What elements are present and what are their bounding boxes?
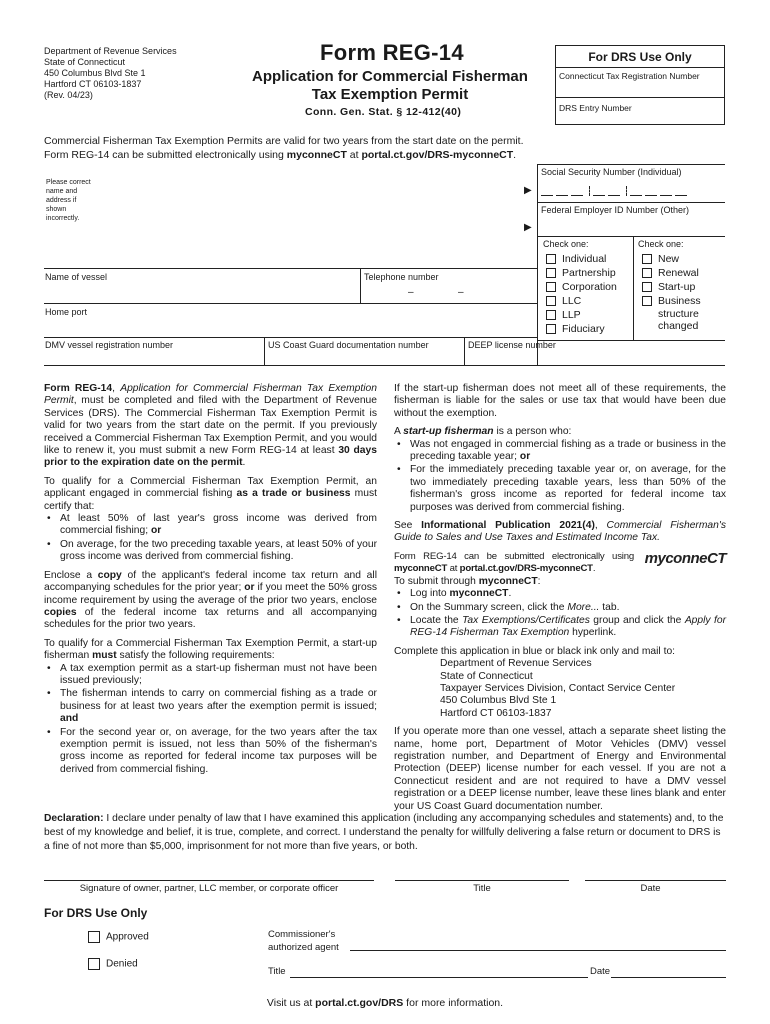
entity-check-label: Check one: <box>543 239 589 249</box>
checkbox-llc[interactable]: LLC <box>546 294 617 308</box>
arrow-icon: ▶ <box>524 185 532 196</box>
instructions-p2: To qualify for a Commercial Fisherman Tax Exemption Permit, an applicant engaged in commercial fishing as a trade or business must certify that: <box>44 475 377 512</box>
status-group: New Renewal Start-up Business structure changed <box>642 252 701 332</box>
vessel-name-label: Name of vessel <box>45 272 108 282</box>
declaration-text: I declare under penalty of law that I have examined this application (including any accompanying schedules and statements) and, to the best of my knowledge and belief, it is true, complete, and correct. I understand the penalty for willfully delivering a false return or document to DRS is a fine of not more than $5,000, imprisonment for not more than five years, or both. <box>44 813 724 852</box>
intro-line2: Form REG-14 can be submitted electronically using myconneCT at portal.ct.gov/DRS-myconneCT. <box>44 149 517 161</box>
signature-field[interactable] <box>44 862 374 880</box>
arrow-icon: ▶ <box>524 222 532 233</box>
declaration-label: Declaration: <box>44 813 104 824</box>
uscg-label: US Coast Guard documentation number <box>268 340 429 350</box>
fein-label: Federal Employer ID Number (Other) <box>541 205 690 215</box>
drs-entry-label: DRS Entry Number <box>559 103 632 113</box>
checkbox-start-up[interactable]: Start-up <box>642 280 701 294</box>
multiple-vessels-note: If you operate more than one vessel, attach a separate sheet listing the name, home port, Department of Motor Vehicles (DMV) vessel registration number, and Department of Energy and Environmental Protection (DEEP) license number for each vessel. If you are not a Connecticut resident and are not required to have a DMV vessel registration or a DEEP license number, leave these lines blank and enter your US Coast Guard documentation number. <box>394 726 726 812</box>
intro-line1: Commercial Fisherman Tax Exemption Permits are valid for two years from the start date on the permit. <box>44 135 524 147</box>
dept-name: Department of Revenue Services <box>44 46 177 56</box>
fein-field[interactable] <box>541 216 725 234</box>
dept-city: Hartford CT 06103-1837 <box>44 79 142 89</box>
list-item: • Log into myconneCT. <box>394 588 726 600</box>
list-item: • For the second year or, on average, for the two years after the tax exemption permit is issued, not less than 50% of the fisherman's gross income as reported for federal income tax purposes will be derived from commercial fishing. <box>44 727 377 777</box>
dept-street: 450 Columbus Blvd Ste 1 <box>44 68 146 78</box>
instructions-p3: Enclose a copy of the applicant's federal income tax return and all accompanying schedules for the prior year; or if you meet the 50% gross income requirement by using the average of the prior two years, enclose copies of the federal income tax returns and all accompanying schedules for the prior two years. <box>44 569 377 631</box>
intro <box>44 134 523 162</box>
footer: Visit us at portal.ct.gov/DRS for more information. <box>266 997 504 1009</box>
uscg-field[interactable] <box>268 351 463 365</box>
agent-title-field[interactable] <box>290 977 588 978</box>
signature-label: Signature of owner, partner, LLC member, or corporate officer <box>79 883 339 894</box>
checkbox-individual[interactable]: Individual <box>546 252 617 266</box>
dept-state: State of Connecticut <box>44 57 126 67</box>
declaration <box>44 812 726 854</box>
title-field[interactable] <box>395 862 569 880</box>
agent-date-label: Date <box>590 966 611 977</box>
home-port-label: Home port <box>45 307 88 317</box>
form-subtitle <box>240 68 540 104</box>
checkbox-partnership[interactable]: Partnership <box>546 266 617 280</box>
checkbox-corporation[interactable]: Corporation <box>546 280 617 294</box>
myconnect-portal-link[interactable]: portal.ct.gov/DRS-myconneCT <box>459 563 593 575</box>
agent-label: Commissioner's authorized agent <box>268 929 339 953</box>
form-subtitle-line1: Application for Commercial Fisherman <box>252 68 528 85</box>
myconnect-block: Form REG-14 can be submitted electronically using myconneCT at portal.ct.gov/DRS-myconneCT. myconneCT To submit through myconneCT: <box>394 549 726 587</box>
form-title: Form REG-14 <box>320 40 464 65</box>
date-field[interactable] <box>585 862 726 880</box>
list-item: • The fisherman intends to carry on commercial fishing as a trade or business for at least two years after the exemption permit is issued; and <box>44 688 377 725</box>
instructions-r2: A start-up fisherman is a person who: <box>394 426 572 438</box>
instructions-r3: See Informational Publication 2021(4), Commercial Fisherman's Guide to Sales and Use Taxes and Estimated Income Tax. <box>394 520 726 544</box>
agent-field[interactable] <box>350 950 726 951</box>
myconnect-logo: myconneCT <box>644 549 726 567</box>
footer-link[interactable]: portal.ct.gov/DRS <box>315 997 404 1009</box>
dmv-field[interactable] <box>44 351 262 365</box>
deep-field[interactable] <box>468 351 723 365</box>
list-item: • At least 50% of last year's gross income was derived from commercial fishing; or <box>44 513 377 538</box>
checkbox-business-structure-changed[interactable]: Business <box>642 294 701 308</box>
checkbox-llp[interactable]: LLP <box>546 308 617 322</box>
entity-type-group <box>546 252 617 336</box>
checkbox-approved[interactable]: Approved <box>88 931 149 943</box>
title-label: Title <box>473 883 491 894</box>
statute: Conn. Gen. Stat. § 12-412(40) <box>305 106 462 118</box>
drs-box-title: For DRS Use Only <box>556 46 724 68</box>
dmv-label: DMV vessel registration number <box>45 340 174 350</box>
checkbox-denied[interactable]: Denied <box>88 958 138 970</box>
status-check-label: Check one: <box>638 239 684 249</box>
mailing-address: Department of Revenue Services State of Connecticut Taxpayer Services Division, Contact Service Center 450 Columbus Blvd Ste 1 Hartford CT 06103-1837 <box>440 658 676 719</box>
drs-use-only-box <box>555 45 725 125</box>
ssn-field[interactable] <box>541 186 725 200</box>
checkbox-renewal[interactable]: Renewal <box>642 266 701 280</box>
list-item: • On average, for the two preceding taxable years, at least 50% of your gross income was derived from commercial fishing. <box>44 539 377 564</box>
instructions-left <box>44 383 377 782</box>
home-port-field[interactable] <box>44 318 534 336</box>
deep-label: DEEP license number <box>468 340 556 350</box>
tax-registration-field[interactable] <box>556 68 724 98</box>
list-item: • For the immediately preceding taxable year or, on average, for the two immediately preceding taxable years, less than 50% of the fisherman's gross income as reported for federal income tax purposes was derived from commercial fishing. <box>394 464 726 514</box>
form-subtitle-line2: Tax Exemption Permit <box>311 86 469 103</box>
instructions-r1: If the start-up fisherman does not meet all of these requirements, the fisherman is liable for the sales or use tax that would have been due without the exemption. <box>394 383 726 419</box>
date-label: Date <box>640 883 661 894</box>
telephone-field[interactable]: – – <box>408 287 464 298</box>
mail-instructions: Complete this application in blue or black ink only and mail to: <box>394 645 676 657</box>
tax-registration-label: Connecticut Tax Registration Number <box>559 71 700 81</box>
intro-portal-link[interactable]: portal.ct.gov/DRS-myconneCT <box>361 149 514 161</box>
drs-entry-field[interactable] <box>556 98 724 118</box>
list-item: • Was not engaged in commercial fishing as a trade or business in the preceding taxable year; or <box>394 439 726 464</box>
form-revision: (Rev. 04/23) <box>44 90 93 100</box>
telephone-label: Telephone number <box>364 272 439 282</box>
agent-title-label: Title <box>268 966 286 977</box>
list-item: • On the Summary screen, click the More... tab. <box>394 602 726 614</box>
vessel-name-field[interactable] <box>44 283 359 301</box>
instructions-right <box>394 383 726 819</box>
instructions-p1: Form REG-14, Application for Commercial Fisherman Tax Exemption Permit, must be completed and filed with the Department of Revenue Services (DRS). The Commercial Fisherman Tax Exemption Permit is valid for two years from the start date on the permit. If you previously received a Commercial Fisherman Tax Exemption Permit, and you would like to renew it, you must submit a new Form REG-14 at least 30 days prior to the expiration date on the permit. <box>44 383 377 469</box>
checkbox-new[interactable]: New <box>642 252 701 266</box>
dept-address-block <box>44 46 177 101</box>
ssn-label: Social Security Number (Individual) <box>541 167 682 177</box>
correction-note: Please correct name and address if shown incorrectly. <box>46 179 91 222</box>
instructions-p4: To qualify for a Commercial Fisherman Tax Exemption Permit, a start-up fisherman must satisfy the following requirements: <box>44 637 377 662</box>
list-item: • Locate the Tax Exemptions/Certificates group and click the Apply for REG-14 Fisherman Tax Exemption hyperlink. <box>394 615 726 640</box>
list-item: • A tax exemption permit as a start-up fisherman must not have been issued previously; <box>44 663 377 688</box>
checkbox-fiduciary[interactable]: Fiduciary <box>546 322 617 336</box>
drs-bottom-heading: For DRS Use Only <box>44 906 148 920</box>
agent-date-field[interactable] <box>611 977 726 978</box>
